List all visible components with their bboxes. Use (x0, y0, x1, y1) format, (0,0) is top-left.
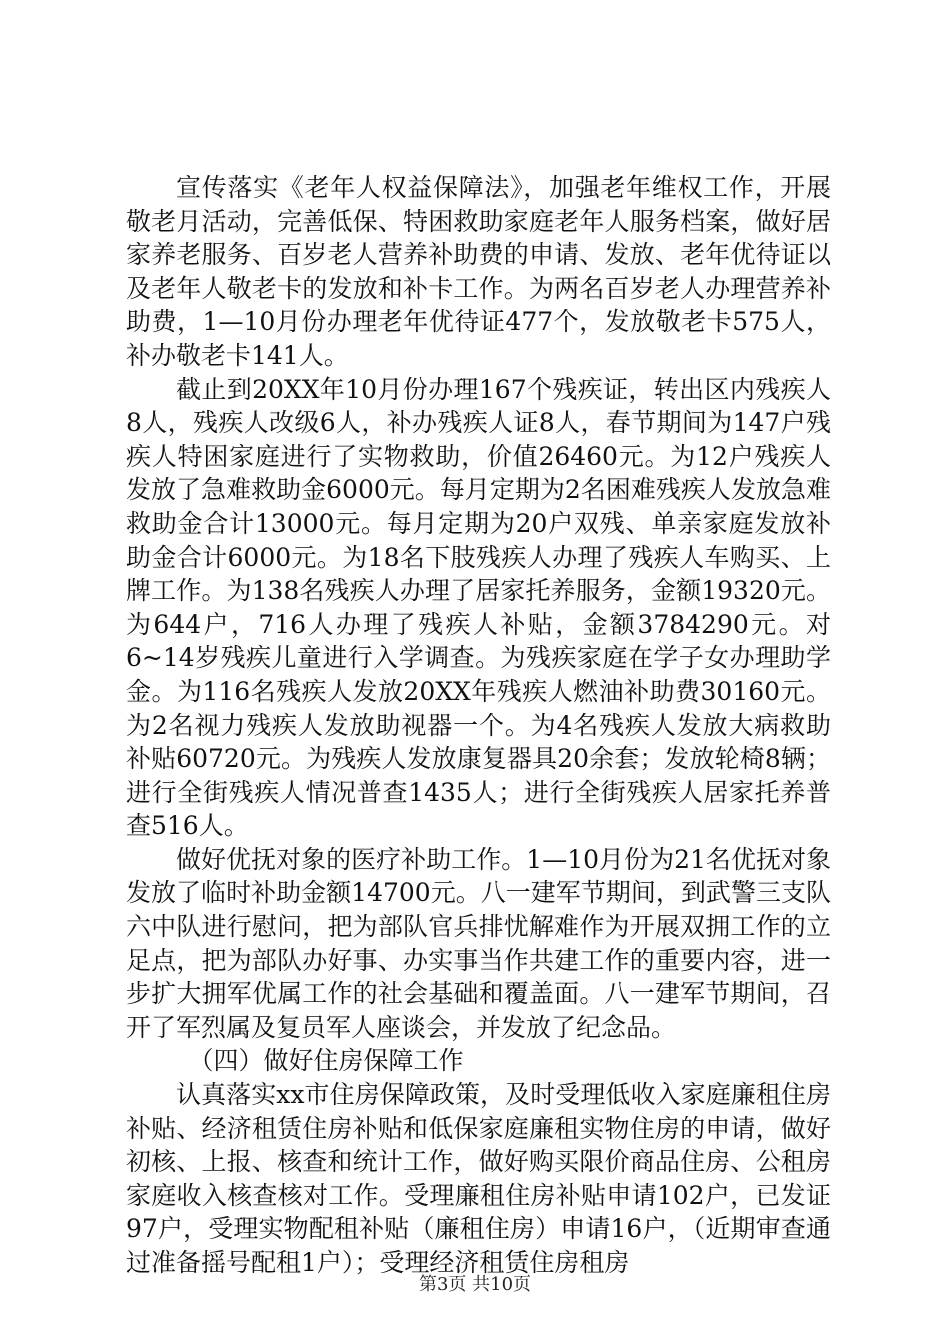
paragraph-elderly-rights: 宣传落实《老年人权益保障法》，加强老年维权工作，开展敬老月活动，完善低保、特困救助家庭老年人服务档案，做好居家养老服务、百岁老人营养补助费的申请、发放、老年优待证以及老年人敬老卡的发放和补卡工作。为两名百岁老人办理营养补助费，1—10月份办理老年优待证477个，发放敬老卡575人，补办敬老卡141人。 (126, 173, 831, 370)
paragraph-housing-policy: 认真落实xx市住房保障政策，及时受理低收入家庭廉租住房补贴、经济租赁住房补贴和低保家庭廉租实物住房的申请，做好初核、上报、核查和统计工作，做好购买限价商品住房、公租房家庭收入核查核对工作。受理廉租住房补贴申请102户，已发证97户，受理实物配租补贴（廉租住房）申请16户，（近期审查通过准备摇号配租1户）；受理经济租赁住房租房 (126, 1080, 831, 1277)
paragraph-veterans-support: 做好优抚对象的医疗补助工作。1—10月份为21名优抚对象发放了临时补助金额14700元。八一建军节期间，到武警三支队六中队进行慰问，把为部队官兵排忧解难作为开展双拥工作的立足点，把为部队办好事、办实事当作共建工作的重要内容，进一步扩大拥军优属工作的社会基础和覆盖面。八一建军节期间，召开了军烈属及复员军人座谈会，并发放了纪念品。 (126, 844, 831, 1042)
document-body (126, 171, 831, 1280)
paragraph-disabled-services: 截止到20XX年10月份办理167个残疾证，转出区内残疾人8人，残疾人改级6人，补办残疾人证8人，春节期间为147户残疾人特困家庭进行了实物救助，价值26460元。为12户残疾人发放了急难救助金6000元。每月定期为2名困难残疾人发放急难救助金合计13000元。每月定期为20户双残、单亲家庭发放补助金合计6000元。为18名下肢残疾人办理了残疾人车购买、上牌工作。为138名残疾人办理了居家托养服务，金额19320元。为644户，716人办理了残疾人补贴，金额3784290元。对6~14岁残疾儿童进行入学调查。为残疾家庭在学子女办理助学金。为116名残疾人发放20XX年残疾人燃油补助费30160元。为2名视力残疾人发放助视器一个。为4名残疾人发放大病救助补贴60720元。为残疾人发放康复器具20余套；发放轮椅8辆；进行全街残疾人情况普查1435人；进行全街残疾人居家托养普查516人。 (126, 374, 831, 841)
page-number-footer: 第3页 共10页 (418, 1274, 532, 1295)
section-heading-housing: （四）做好住房保障工作 (188, 1046, 464, 1076)
